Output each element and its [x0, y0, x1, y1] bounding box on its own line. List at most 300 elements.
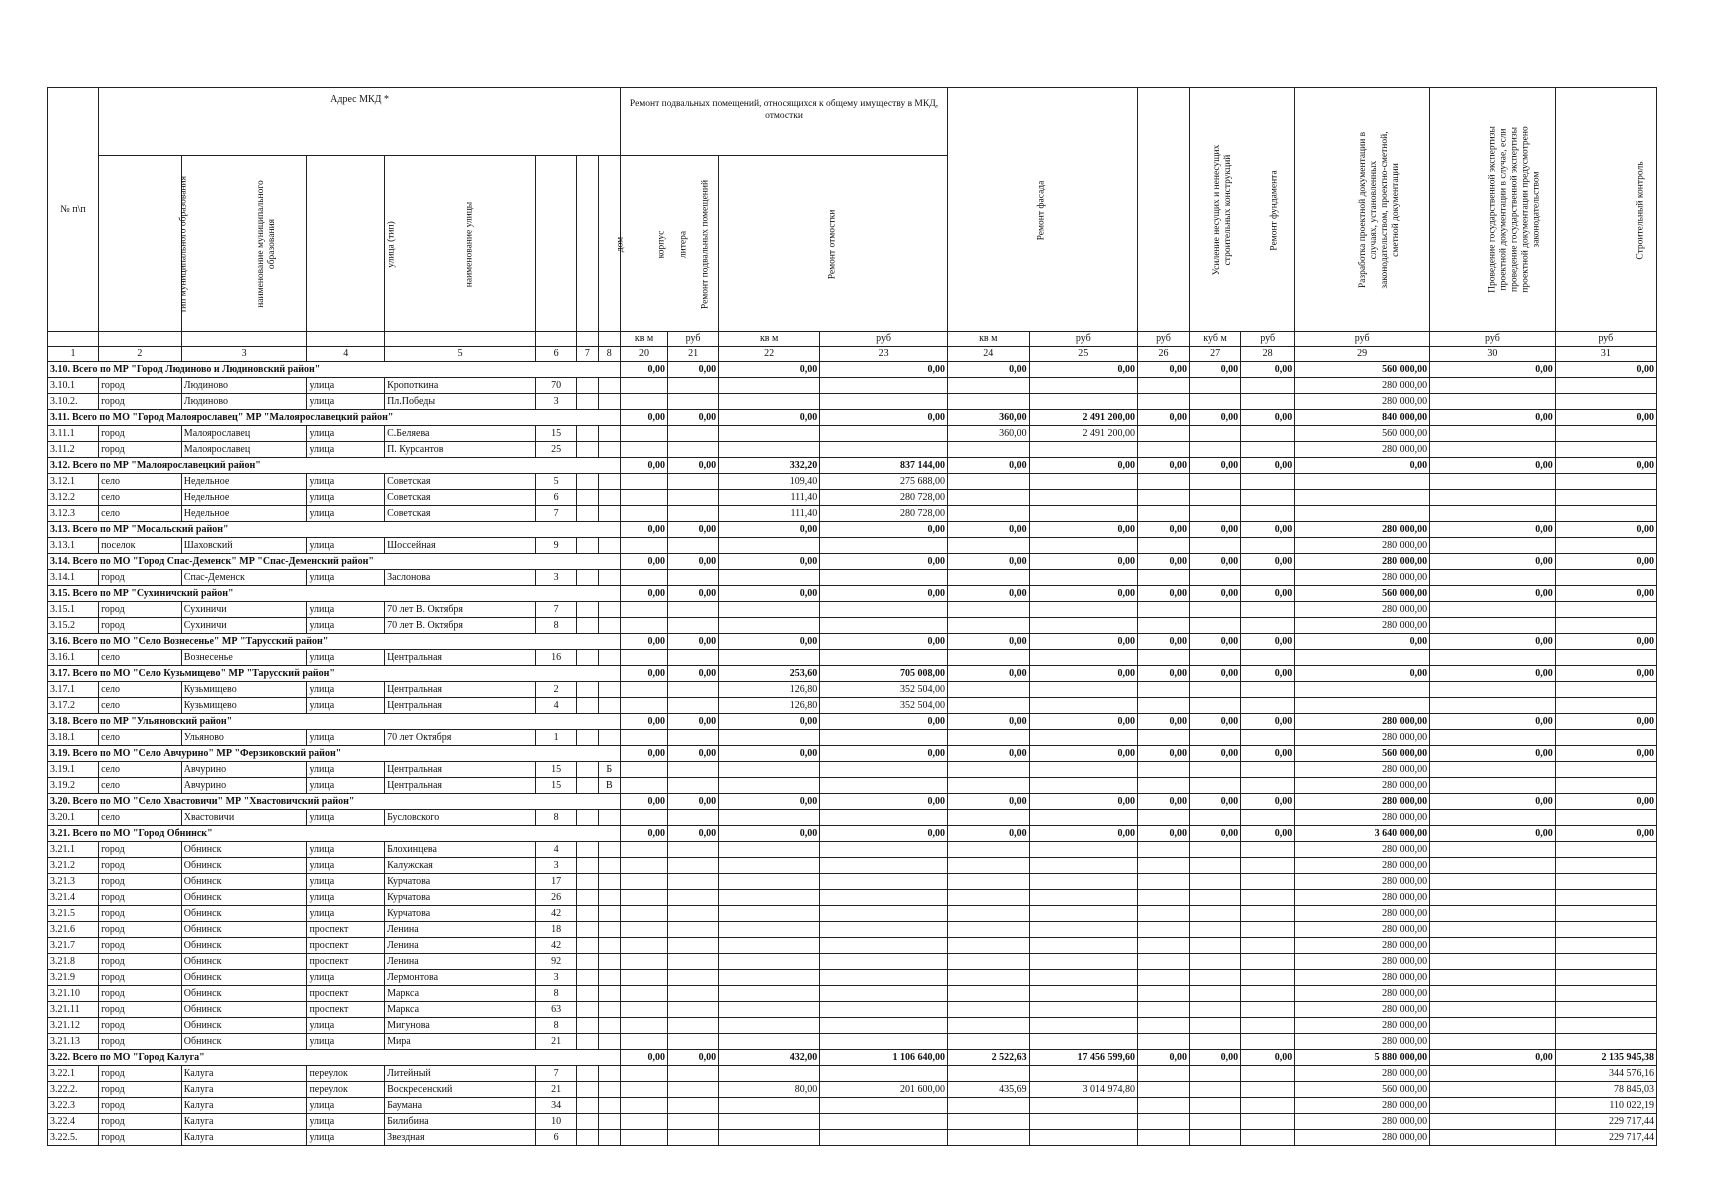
value-cell: [719, 874, 820, 890]
value-cell: [1555, 602, 1656, 618]
value-cell: 0,00: [1555, 666, 1656, 682]
value-cell: 0,00: [1190, 666, 1241, 682]
value-cell: 0,00: [1029, 522, 1137, 538]
table-row: [48, 618, 1657, 634]
mun-name-cell: Ульяново: [181, 730, 307, 746]
mun-type-cell: город: [99, 954, 182, 970]
value-cell: 0,00: [1137, 522, 1189, 538]
value-cell: 0,00: [621, 410, 668, 426]
table-row: [48, 474, 1657, 490]
value-cell: [621, 1034, 668, 1050]
value-cell: [621, 1018, 668, 1034]
value-cell: 280 000,00: [1295, 442, 1430, 458]
value-cell: 280 000,00: [1295, 378, 1430, 394]
value-cell: [1190, 490, 1241, 506]
mun-type-cell: город: [99, 922, 182, 938]
value-cell: [1555, 922, 1656, 938]
value-cell: [1190, 890, 1241, 906]
value-cell: [719, 618, 820, 634]
value-cell: 0,00: [1241, 746, 1295, 762]
letter-cell: [598, 682, 621, 698]
value-cell: [1190, 954, 1241, 970]
column-number: 2: [99, 347, 182, 362]
letter-cell: [598, 954, 621, 970]
row-number: 3.21.2: [48, 858, 99, 874]
column-number: 29: [1295, 347, 1430, 362]
value-cell: 0,00: [719, 794, 820, 810]
value-cell: [621, 1002, 668, 1018]
value-cell: [1137, 602, 1189, 618]
street-type-cell: улица: [307, 1130, 385, 1146]
building-cell: [577, 954, 598, 970]
group-label: 3.14. Всего по МО "Город Спас-Деменск" МР "Спас-Деменский район": [48, 554, 621, 570]
row-number: 3.22.4: [48, 1114, 99, 1130]
table-row: [48, 1018, 1657, 1034]
value-cell: 280 000,00: [1295, 730, 1430, 746]
value-cell: [719, 858, 820, 874]
value-cell: [621, 1098, 668, 1114]
house-cell: 25: [536, 442, 577, 458]
value-cell: [1555, 570, 1656, 586]
value-cell: [1430, 970, 1556, 986]
value-cell: 280 000,00: [1295, 554, 1430, 570]
value-cell: 0,00: [1137, 458, 1189, 474]
value-cell: [1241, 858, 1295, 874]
street-type-cell: улица: [307, 682, 385, 698]
house-cell: 4: [536, 698, 577, 714]
value-cell: [820, 778, 948, 794]
value-cell: [1190, 682, 1241, 698]
table-row: [48, 442, 1657, 458]
value-cell: [947, 938, 1029, 954]
value-cell: 280 000,00: [1295, 602, 1430, 618]
value-cell: [1137, 858, 1189, 874]
group-total-row: [48, 666, 1657, 682]
street-name-cell: Мигунова: [385, 1018, 536, 1034]
house-cell: 16: [536, 650, 577, 666]
value-cell: [1555, 906, 1656, 922]
table-row: [48, 1098, 1657, 1114]
street-type-cell: улица: [307, 474, 385, 490]
value-cell: [1137, 618, 1189, 634]
value-cell: [719, 1098, 820, 1114]
mun-type-cell: город: [99, 570, 182, 586]
value-cell: [719, 602, 820, 618]
row-number: 3.21.3: [48, 874, 99, 890]
column-number: 21: [668, 347, 719, 362]
letter-cell: [598, 810, 621, 826]
value-cell: [1241, 1034, 1295, 1050]
value-cell: [1190, 906, 1241, 922]
value-cell: [947, 858, 1029, 874]
mun-type-cell: село: [99, 730, 182, 746]
value-cell: [1555, 682, 1656, 698]
value-cell: 0,00: [820, 522, 948, 538]
street-type-cell: улица: [307, 730, 385, 746]
building-cell: [577, 1018, 598, 1034]
column-number: 24: [947, 347, 1029, 362]
value-cell: [668, 730, 719, 746]
value-cell: [947, 970, 1029, 986]
house-cell: 8: [536, 1018, 577, 1034]
value-cell: [820, 602, 948, 618]
mun-name-cell: Обнинск: [181, 1018, 307, 1034]
value-cell: 560 000,00: [1295, 1082, 1430, 1098]
value-cell: [1430, 890, 1556, 906]
value-cell: 0,00: [1190, 554, 1241, 570]
row-number: 3.19.1: [48, 762, 99, 778]
street-name-cell: Ленина: [385, 938, 536, 954]
value-cell: 0,00: [668, 586, 719, 602]
value-cell: 126,80: [719, 682, 820, 698]
value-cell: [1190, 922, 1241, 938]
building-cell: [577, 922, 598, 938]
value-cell: [621, 1130, 668, 1146]
value-cell: 0,00: [719, 634, 820, 650]
letter-cell: Б: [598, 762, 621, 778]
building-cell: [577, 778, 598, 794]
value-cell: 280 000,00: [1295, 1066, 1430, 1082]
value-cell: 432,00: [719, 1050, 820, 1066]
mun-name-cell: Недельное: [181, 506, 307, 522]
value-cell: [1190, 506, 1241, 522]
value-cell: [1137, 970, 1189, 986]
group-total-row: [48, 794, 1657, 810]
value-cell: [1137, 842, 1189, 858]
value-cell: [1029, 490, 1137, 506]
value-cell: [621, 890, 668, 906]
value-cell: [1029, 842, 1137, 858]
value-cell: 0,00: [1241, 554, 1295, 570]
street-type-cell: улица: [307, 810, 385, 826]
value-cell: [1137, 442, 1189, 458]
house-cell: 26: [536, 890, 577, 906]
value-cell: 332,20: [719, 458, 820, 474]
unit-cell: руб: [1430, 332, 1556, 347]
group-total-row: [48, 586, 1657, 602]
row-number: 3.12.1: [48, 474, 99, 490]
value-cell: [1190, 1002, 1241, 1018]
street-name-cell: С.Беляева: [385, 426, 536, 442]
house-cell: 7: [536, 602, 577, 618]
house-cell: 9: [536, 538, 577, 554]
letter-cell: [598, 842, 621, 858]
value-cell: [621, 730, 668, 746]
value-cell: 0,00: [719, 522, 820, 538]
value-cell: 229 717,44: [1555, 1114, 1656, 1130]
value-cell: [1029, 1114, 1137, 1130]
letter-cell: В: [598, 778, 621, 794]
value-cell: [668, 698, 719, 714]
value-cell: [1555, 474, 1656, 490]
value-cell: 0,00: [820, 586, 948, 602]
street-name-cell: Калужская: [385, 858, 536, 874]
street-type-cell: улица: [307, 906, 385, 922]
value-cell: [1029, 810, 1137, 826]
mun-type-cell: село: [99, 474, 182, 490]
letter-cell: [598, 426, 621, 442]
mun-type-cell: село: [99, 506, 182, 522]
street-type-cell: переулок: [307, 1066, 385, 1082]
value-cell: 0,00: [1190, 746, 1241, 762]
value-cell: [1241, 970, 1295, 986]
street-name-cell: Советская: [385, 474, 536, 490]
house-cell: 7: [536, 1066, 577, 1082]
value-cell: [1555, 426, 1656, 442]
group-label: 3.15. Всего по МР "Сухиничский район": [48, 586, 621, 602]
building-cell: [577, 698, 598, 714]
group-label: 3.20. Всего по МО "Село Хвастовичи" МР "Хвастовичский район": [48, 794, 621, 810]
group-label: 3.22. Всего по МО "Город Калуга": [48, 1050, 621, 1066]
value-cell: [1430, 922, 1556, 938]
building-cell: [577, 1002, 598, 1018]
street-name-cell: П. Курсантов: [385, 442, 536, 458]
street-type-cell: улица: [307, 698, 385, 714]
value-cell: [1137, 1082, 1189, 1098]
mun-name-cell: Малоярославец: [181, 426, 307, 442]
value-cell: [1190, 570, 1241, 586]
value-cell: 2 491 200,00: [1029, 426, 1137, 442]
building-cell: [577, 570, 598, 586]
value-cell: 0,00: [621, 634, 668, 650]
value-cell: [1241, 1018, 1295, 1034]
value-cell: [1137, 810, 1189, 826]
capital-repair-table-document: [47, 87, 1657, 1146]
value-cell: 0,00: [668, 746, 719, 762]
letter-cell: [598, 1002, 621, 1018]
value-cell: [668, 970, 719, 986]
value-cell: 2 522,63: [947, 1050, 1029, 1066]
value-cell: 0,00: [621, 746, 668, 762]
value-cell: 280 000,00: [1295, 1130, 1430, 1146]
value-cell: 0,00: [1555, 362, 1656, 378]
value-cell: [668, 650, 719, 666]
street-name-cell: Мира: [385, 1034, 536, 1050]
value-cell: 0,00: [1241, 794, 1295, 810]
building-cell: [577, 810, 598, 826]
building-cell: [577, 1114, 598, 1130]
mun-type-cell: город: [99, 874, 182, 890]
house-cell: 42: [536, 906, 577, 922]
units-row: [48, 332, 1657, 347]
street-type-cell: улица: [307, 570, 385, 586]
value-cell: [719, 986, 820, 1002]
value-cell: [947, 474, 1029, 490]
table-row: [48, 858, 1657, 874]
street-type-cell: улица: [307, 618, 385, 634]
value-cell: [1555, 1018, 1656, 1034]
value-cell: 0,00: [621, 826, 668, 842]
value-cell: [1555, 938, 1656, 954]
value-cell: 0,00: [1029, 458, 1137, 474]
mun-name-cell: Обнинск: [181, 858, 307, 874]
house-cell: 10: [536, 1114, 577, 1130]
value-cell: [820, 970, 948, 986]
value-cell: 0,00: [1029, 554, 1137, 570]
value-cell: [621, 938, 668, 954]
value-cell: 0,00: [719, 586, 820, 602]
value-cell: 280 000,00: [1295, 1114, 1430, 1130]
value-cell: [820, 874, 948, 890]
building-cell: [577, 890, 598, 906]
letter-cell: [598, 970, 621, 986]
value-cell: [1555, 1002, 1656, 1018]
unit-cell: руб: [1295, 332, 1430, 347]
value-cell: [947, 1034, 1029, 1050]
value-cell: [1241, 1082, 1295, 1098]
group-label: 3.18. Всего по МР "Ульяновский район": [48, 714, 621, 730]
street-type-cell: улица: [307, 970, 385, 986]
value-cell: [1029, 506, 1137, 522]
value-cell: [719, 394, 820, 410]
value-cell: [621, 906, 668, 922]
mun-type-cell: город: [99, 906, 182, 922]
value-cell: 280 000,00: [1295, 906, 1430, 922]
mun-type-cell: село: [99, 778, 182, 794]
value-cell: [668, 618, 719, 634]
letter-cell: [598, 1082, 621, 1098]
letter-cell: [598, 1114, 621, 1130]
street-name-cell: Курчатова: [385, 874, 536, 890]
mun-name-cell: Обнинск: [181, 986, 307, 1002]
value-cell: 0,00: [1241, 410, 1295, 426]
group-label: 3.16. Всего по МО "Село Вознесенье" МР "Тарусский район": [48, 634, 621, 650]
house-cell: 6: [536, 1130, 577, 1146]
row-number: 3.21.4: [48, 890, 99, 906]
value-cell: 0,00: [1430, 794, 1556, 810]
value-cell: [621, 762, 668, 778]
value-cell: 0,00: [1029, 586, 1137, 602]
column-number: 30: [1430, 347, 1556, 362]
table-row: [48, 1114, 1657, 1130]
value-cell: 0,00: [1137, 634, 1189, 650]
table-row: [48, 1082, 1657, 1098]
column-number: 27: [1190, 347, 1241, 362]
value-cell: [668, 682, 719, 698]
building-cell: [577, 1034, 598, 1050]
value-cell: [719, 938, 820, 954]
building-cell: [577, 938, 598, 954]
value-cell: [947, 506, 1029, 522]
value-cell: [820, 858, 948, 874]
value-cell: 705 008,00: [820, 666, 948, 682]
value-cell: [1555, 490, 1656, 506]
value-cell: 344 576,16: [1555, 1066, 1656, 1082]
value-cell: [1029, 602, 1137, 618]
value-cell: 0,00: [947, 586, 1029, 602]
row-number: 3.22.1: [48, 1066, 99, 1082]
value-cell: [947, 730, 1029, 746]
value-cell: [1190, 442, 1241, 458]
header-mun-type: тип муниципального образования: [99, 156, 182, 332]
value-cell: [668, 858, 719, 874]
value-cell: [1241, 538, 1295, 554]
value-cell: [820, 650, 948, 666]
value-cell: [621, 874, 668, 890]
street-type-cell: улица: [307, 538, 385, 554]
value-cell: [1137, 1034, 1189, 1050]
house-cell: 7: [536, 506, 577, 522]
letter-cell: [598, 858, 621, 874]
street-type-cell: улица: [307, 762, 385, 778]
mun-type-cell: город: [99, 970, 182, 986]
value-cell: [947, 682, 1029, 698]
mun-name-cell: Обнинск: [181, 938, 307, 954]
building-cell: [577, 442, 598, 458]
street-name-cell: Курчатова: [385, 906, 536, 922]
unit-cell: руб: [1241, 332, 1295, 347]
mun-name-cell: Сухиничи: [181, 618, 307, 634]
value-cell: [820, 762, 948, 778]
value-cell: [719, 778, 820, 794]
value-cell: [947, 1002, 1029, 1018]
mun-type-cell: город: [99, 858, 182, 874]
house-cell: 42: [536, 938, 577, 954]
value-cell: [1295, 650, 1430, 666]
value-cell: [719, 1114, 820, 1130]
mun-type-cell: город: [99, 938, 182, 954]
value-cell: [668, 986, 719, 1002]
value-cell: [668, 1034, 719, 1050]
value-cell: 280 000,00: [1295, 954, 1430, 970]
value-cell: [1555, 618, 1656, 634]
street-type-cell: улица: [307, 602, 385, 618]
row-number: 3.19.2: [48, 778, 99, 794]
mun-type-cell: город: [99, 602, 182, 618]
value-cell: [1190, 874, 1241, 890]
letter-cell: [598, 538, 621, 554]
table-row: [48, 570, 1657, 586]
value-cell: 0,00: [621, 522, 668, 538]
value-cell: [1029, 730, 1137, 746]
value-cell: [719, 442, 820, 458]
mun-name-cell: Калуга: [181, 1130, 307, 1146]
group-label: 3.12. Всего по МР "Малоярославецкий район": [48, 458, 621, 474]
mun-name-cell: Обнинск: [181, 970, 307, 986]
house-cell: 3: [536, 970, 577, 986]
value-cell: [1241, 650, 1295, 666]
value-cell: [719, 1018, 820, 1034]
value-cell: [820, 730, 948, 746]
value-cell: 0,00: [1430, 362, 1556, 378]
street-name-cell: Центральная: [385, 650, 536, 666]
value-cell: [1555, 890, 1656, 906]
value-cell: [668, 1018, 719, 1034]
table-row: [48, 506, 1657, 522]
mun-type-cell: город: [99, 1066, 182, 1082]
table-row: [48, 778, 1657, 794]
letter-cell: [598, 890, 621, 906]
mun-type-cell: город: [99, 426, 182, 442]
street-name-cell: Центральная: [385, 762, 536, 778]
header-basement: Ремонт подвальных помещений: [621, 156, 719, 332]
value-cell: 0,00: [1029, 794, 1137, 810]
value-cell: [1430, 810, 1556, 826]
value-cell: [1029, 442, 1137, 458]
value-cell: [1241, 394, 1295, 410]
table-row: [48, 1034, 1657, 1050]
value-cell: [947, 906, 1029, 922]
row-number: 3.21.7: [48, 938, 99, 954]
value-cell: [719, 810, 820, 826]
header-expertise: Проведение государственной экспертизы проектной документации в случае, если проведение государственной экспертизы проектной документации предусмотрено законодательством: [1430, 88, 1556, 332]
value-cell: [621, 474, 668, 490]
value-cell: [947, 1066, 1029, 1082]
column-number: 26: [1137, 347, 1189, 362]
group-total-row: [48, 746, 1657, 762]
value-cell: [1029, 1066, 1137, 1082]
mun-type-cell: город: [99, 986, 182, 1002]
